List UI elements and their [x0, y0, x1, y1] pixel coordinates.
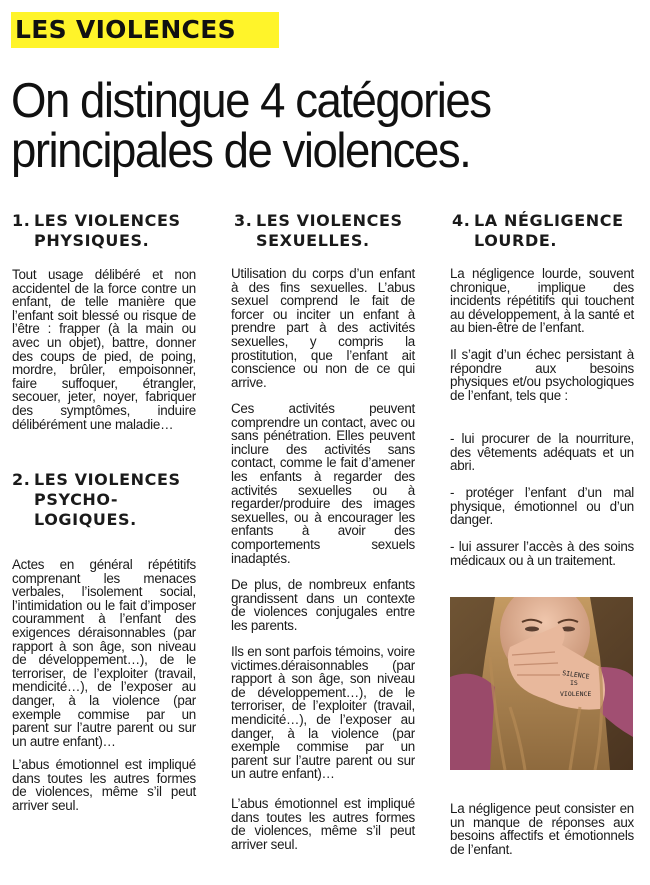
heading-line: PSYCHO-: [34, 490, 119, 509]
page-title: [11, 76, 597, 176]
section-number: 4.: [452, 211, 471, 230]
section-number: 1.: [12, 211, 31, 230]
paragraph-sexual-3: De plus, de nombreux enfants grandissent dans un contexte de violences conjugales entre les parents.: [231, 577, 415, 633]
heading-line: SEXUELLES.: [256, 231, 370, 250]
neglect-list-item: - protéger l’enfant d’un mal physique, émotionnel ou d’un danger.: [450, 485, 634, 528]
paragraph-physical-1: Tout usage délibéré et non accidentel de la force contre un enfant, de telle manière que l’enfant soit blessé ou risque de l’être : frapper (à la main ou avec un objet), battre, donner des coups de pied, de poing, mordre, brûler, empoisonner, faire suffoquer, étrangler, secouer, jeter, noyer, fabriquer des symptômes, induire délibérément une maladie…: [12, 267, 196, 432]
heading-line: LES VIOLENCES: [256, 211, 403, 230]
paragraph-psychological-1: Actes en général répétitifs comprenant les menaces verbales, l’isolement social, l’intimidation ou le fait d’imposer couramment à l’enfant des exigences déraisonnables (par rapport à son âge, son niveau de développement…), de le terroriser, de l’exploiter (travail, mendicité…), de l’exposer au danger, à la violence (par exemple commise par un parent sur l’autre parent ou sur un autre enfant)…: [12, 557, 196, 749]
paragraph-sexual-4: Ils en sont parfois témoins, voire victimes.déraisonnables (par rapport à son âge, son niveau de développement…), de le terroriser, de l’exploiter (travail, mendicité…), de l’exposer au danger, à la violence (par exemple commise par un parent sur l’autre parent ou sur un autre enfant)…: [231, 644, 415, 782]
neglect-list-item: - lui assurer l’accès à des soins médicaux ou à un traitement.: [450, 539, 634, 568]
heading-line: LA NÉGLIGENCE: [474, 211, 624, 230]
section-heading-psychological: [12, 470, 181, 530]
paragraph-neglect-1: La négligence lourde, souvent chronique, implique des incidents répétitifs qui touchent au développement, à la santé et au bien-être de l’enfant.: [450, 266, 634, 336]
photo-illustration: [450, 597, 633, 770]
hand-text-line: VIOLENCE: [560, 690, 592, 698]
hand-text-line: SILENCE: [561, 669, 590, 681]
section-number: 2.: [12, 470, 31, 489]
heading-line: LES VIOLENCES: [34, 211, 181, 230]
title-line-2: principales de violences.: [11, 124, 471, 178]
section-heading-physical: [12, 211, 181, 251]
paragraph-sexual-5: L’abus émotionnel est impliqué dans toutes les autres formes de violences, même s’il peut arriver seul.: [231, 796, 415, 852]
heading-line: LES VIOLENCES: [34, 470, 181, 489]
section-heading-sexual: [234, 211, 403, 251]
neglect-list-item: - lui procurer de la nourriture, des vêtements adéquats et un abri.: [450, 431, 634, 474]
title-line-1: On distingue 4 catégories: [11, 74, 491, 128]
photo-silence-is-violence: [450, 597, 633, 770]
hand-text-line: IS: [570, 679, 578, 687]
paragraph-neglect-2: Il s’agit d’un échec persistant à répondre aux besoins physiques et/ou psychologiques de l’enfant, tels que :: [450, 347, 634, 403]
paragraph-neglect-final: La négligence peut consister en un manque de réponses aux besoins affectifs et émotionnels de l’enfant.: [450, 801, 634, 857]
paragraph-psychological-2: L’abus émotionnel est impliqué dans toutes les autres formes de violences, même s’il peut arriver seul.: [12, 757, 196, 813]
heading-line: PHYSIQUES.: [34, 231, 150, 250]
paragraph-sexual-1: Utilisation du corps d’un enfant à des fins sexuelles. L’abus sexuel comprend le fait de forcer ou inciter un enfant à prendre part à des activités sexuelles, y compris la prostitution, que l’enfant ait conscience ou non de ce qui arrive.: [231, 266, 415, 390]
section-number: 3.: [234, 211, 253, 230]
section-kicker: LES VIOLENCES: [11, 12, 279, 48]
section-heading-neglect: [452, 211, 624, 251]
paragraph-sexual-2: Ces activités peuvent comprendre un contact, avec ou sans pénétration. Elles peuvent inclure des activités sans contact, comme le fait d’amener les enfants à regarder des activités sexuelles ou à regarder/produire des images sexuelles, ou à encourager les enfants à avoir des comportements sexuels inadaptés.: [231, 401, 415, 566]
heading-line: LOURDE.: [474, 231, 558, 250]
heading-line: LOGIQUES.: [34, 510, 137, 529]
